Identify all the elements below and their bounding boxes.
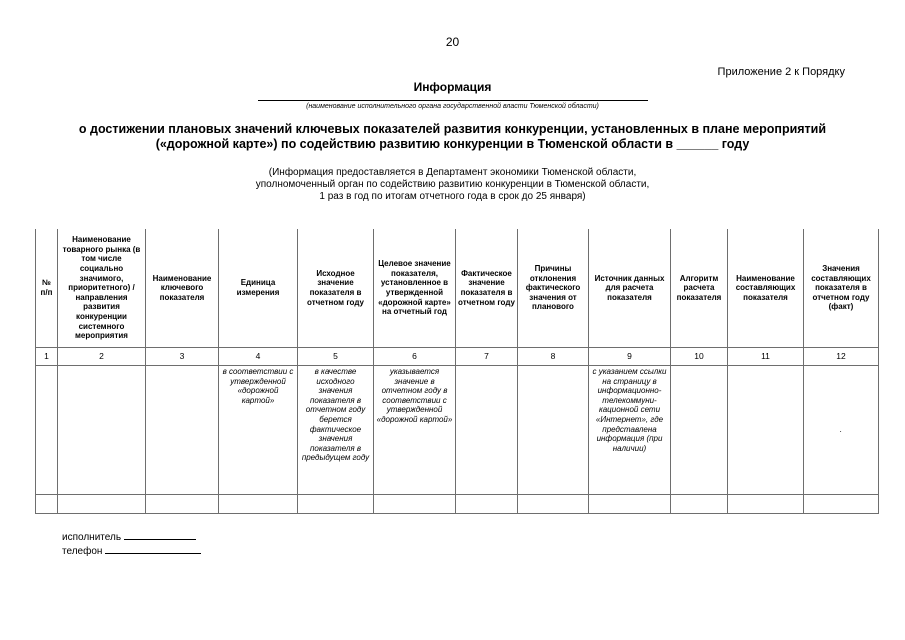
table-number-row	[36, 348, 879, 366]
table-cell	[671, 495, 728, 514]
table-header-row	[36, 229, 879, 348]
table-cell-dot: .	[804, 366, 879, 495]
table-cell	[804, 495, 879, 514]
table-cell	[219, 495, 298, 514]
table-cell	[456, 366, 518, 495]
column-number: 4	[219, 348, 298, 366]
executor-label: исполнитель	[62, 532, 122, 543]
column-number: 11	[728, 348, 804, 366]
column-number: 12	[804, 348, 879, 366]
table-cell	[58, 366, 146, 495]
column-number: 10	[671, 348, 728, 366]
table-cell	[728, 495, 804, 514]
header-cell-9: Источник данных для расчета показателя	[589, 229, 671, 348]
header-cell-12: Значения составляющих показателя в отчетном году (факт)	[804, 229, 879, 348]
executor-line	[62, 530, 201, 544]
table-cell	[456, 495, 518, 514]
table-cell-initial-value-note: в качестве исходного значения показателя в отчетном году берется фактическое значения показателя в предыдущем году	[298, 366, 374, 495]
phone-line	[62, 544, 201, 558]
column-number: 8	[518, 348, 589, 366]
info-line-1: (Информация предоставляется в Департамент экономики Тюменской области,	[268, 167, 637, 178]
column-number: 2	[58, 348, 146, 366]
table-cell	[671, 366, 728, 495]
header-cell-6: Целевое значение показателя, установленное в утвержденной «дорожной карте» на отчетный год	[374, 229, 456, 348]
header-cell-5: Исходное значение показателя в отчетном году	[298, 229, 374, 348]
column-number: 6	[374, 348, 456, 366]
table-cell	[589, 495, 671, 514]
document-heading: Информация	[413, 80, 492, 94]
header-cell-4: Единица измерения	[219, 229, 298, 348]
organ-note: (наименование исполнительного органа государственной власти Тюменской области)	[306, 103, 599, 110]
column-number: 5	[298, 348, 374, 366]
table-cell	[36, 495, 58, 514]
header-cell-8: Причины отклонения фактического значения от планового	[518, 229, 589, 348]
table-row	[36, 366, 879, 495]
title-line-1: о достижении плановых значений ключевых показателей развития конкуренции, установленных в плане мероприятий	[78, 122, 827, 136]
table-cell	[374, 495, 456, 514]
title-line-2: («дорожной карте») по содействию развитию конкуренции в Тюменской области в ______ году	[155, 137, 750, 151]
header-cell-1: № п/п	[36, 229, 58, 348]
table-row	[36, 495, 879, 514]
appendix-label: Приложение 2 к Порядку	[717, 66, 845, 78]
phone-label: телефон	[62, 546, 103, 557]
column-number: 1	[36, 348, 58, 366]
table-cell	[36, 366, 58, 495]
info-line-2: уполномоченный орган по содействию развитию конкуренции в Тюменской области,	[255, 179, 650, 190]
table-cell	[518, 366, 589, 495]
page-number: 20	[445, 35, 460, 49]
column-number: 7	[456, 348, 518, 366]
header-cell-3: Наименование ключевого показателя	[146, 229, 219, 348]
table-cell-unit-note: в соответствии с утвержденной «дорожной картой»	[219, 366, 298, 495]
document-title	[40, 122, 865, 152]
table-cell-target-value-note: указывается значение в отчетном году в соответствии с утвержденной «дорожной картой»	[374, 366, 456, 495]
table-cell-source-note: с указанием ссылки на страницу в информационно-телекоммуни-кационной сети «Интернет», где представлена информация (при наличии)	[589, 366, 671, 495]
header-cell-11: Наименование составляющих показателя	[728, 229, 804, 348]
table-cell	[728, 366, 804, 495]
header-cell-7: Фактическое значение показателя в отчетном году	[456, 229, 518, 348]
executor-blank-line	[124, 530, 196, 540]
column-number: 3	[146, 348, 219, 366]
info-note	[0, 167, 905, 203]
table-cell	[146, 366, 219, 495]
phone-blank-line	[105, 544, 201, 554]
table-cell	[146, 495, 219, 514]
organ-underline	[258, 100, 648, 101]
column-number: 9	[589, 348, 671, 366]
info-line-3: 1 раз в год по итогам отчетного года в срок до 25 января)	[319, 191, 586, 202]
table-cell	[298, 495, 374, 514]
table-cell	[518, 495, 589, 514]
header-cell-10: Алгоритм расчета показателя	[671, 229, 728, 348]
header-cell-2: Наименование товарного рынка (в том числе социально значимого, приоритетного) / направления развития конкуренции системного мероприятия	[58, 229, 146, 348]
table-cell	[58, 495, 146, 514]
indicators-table	[35, 229, 879, 514]
footer	[62, 530, 201, 558]
